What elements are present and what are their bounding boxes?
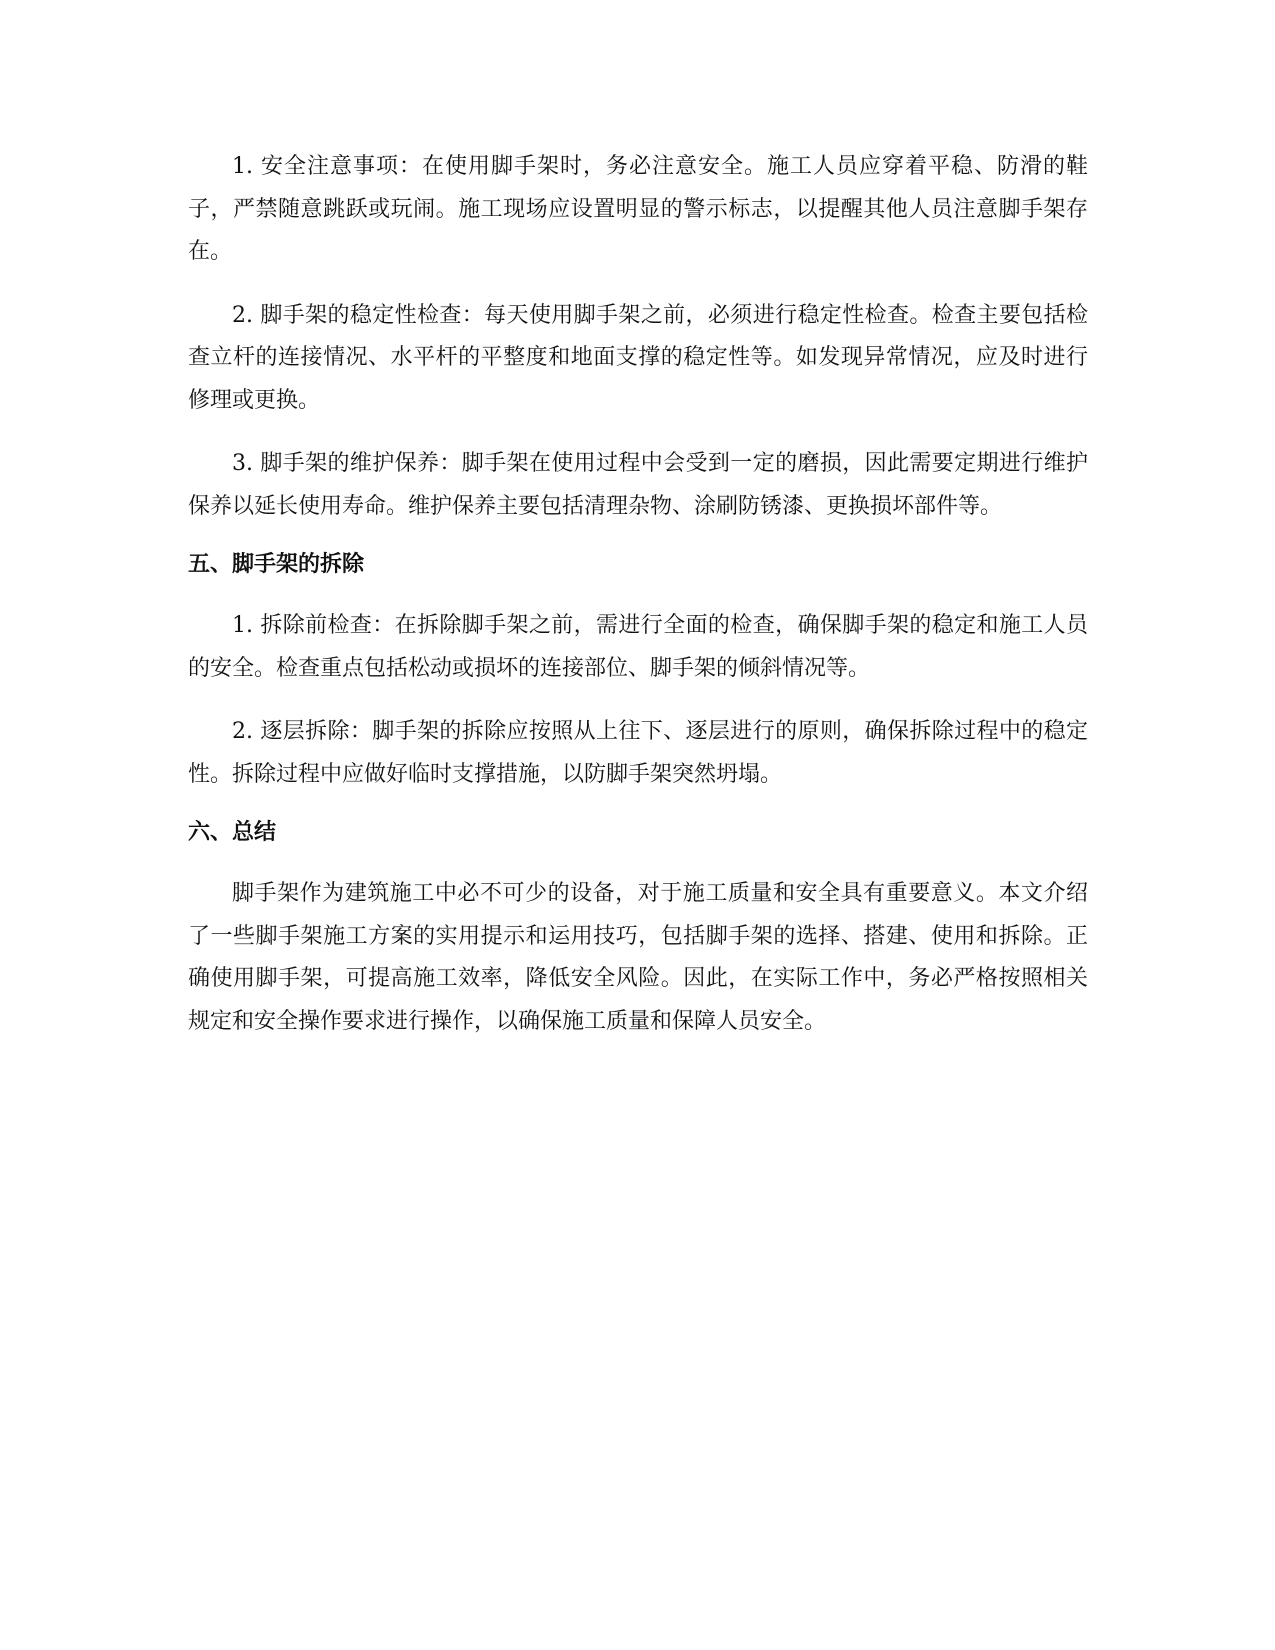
paragraph-maintenance: 3. 脚手架的维护保养：脚手架在使用过程中会受到一定的磨损，因此需要定期进行维护保养以延长使用寿命。维护保养主要包括清理杂物、涂刷防锈漆、更换损坏部件等。 <box>188 451 1088 519</box>
paragraph-layer-dismantle: 2. 逐层拆除：脚手架的拆除应按照从上往下、逐层进行的原则，确保拆除过程中的稳定性。拆除过程中应做好临时支撑措施，以防脚手架突然坍塌。 <box>188 719 1088 787</box>
paragraph-summary: 脚手架作为建筑施工中必不可少的设备，对于施工质量和安全具有重要意义。本文介绍了一些脚手架施工方案的实用提示和运用技巧，包括脚手架的选择、搭建、使用和拆除。正确使用脚手架，可提高施工效率，降低安全风险。因此，在实际工作中，务必严格按照相关规定和安全操作要求进行操作，以确保施工质量和保障人员安全。 <box>188 881 1088 1034</box>
paragraph-safety-notes: 1. 安全注意事项：在使用脚手架时，务必注意安全。施工人员应穿着平稳、防滑的鞋子，严禁随意跳跃或玩闹。施工现场应设置明显的警示标志，以提醒其他人员注意脚手架存在。 <box>188 154 1088 264</box>
paragraph-pre-dismantle-check: 1. 拆除前检查：在拆除脚手架之前，需进行全面的检查，确保脚手架的稳定和施工人员的安全。检查重点包括松动或损坏的连接部位、脚手架的倾斜情况等。 <box>188 613 1088 681</box>
section-heading-summary: 六、总结 <box>188 820 277 845</box>
document-body <box>188 146 1088 1064</box>
paragraph-stability-check: 2. 脚手架的稳定性检查：每天使用脚手架之前，必须进行稳定性检查。检查主要包括检查立杆的连接情况、水平杆的平整度和地面支撑的稳定性等。如发现异常情况，应及时进行修理或更换。 <box>188 302 1088 413</box>
section-heading-dismantling: 五、脚手架的拆除 <box>188 552 365 577</box>
